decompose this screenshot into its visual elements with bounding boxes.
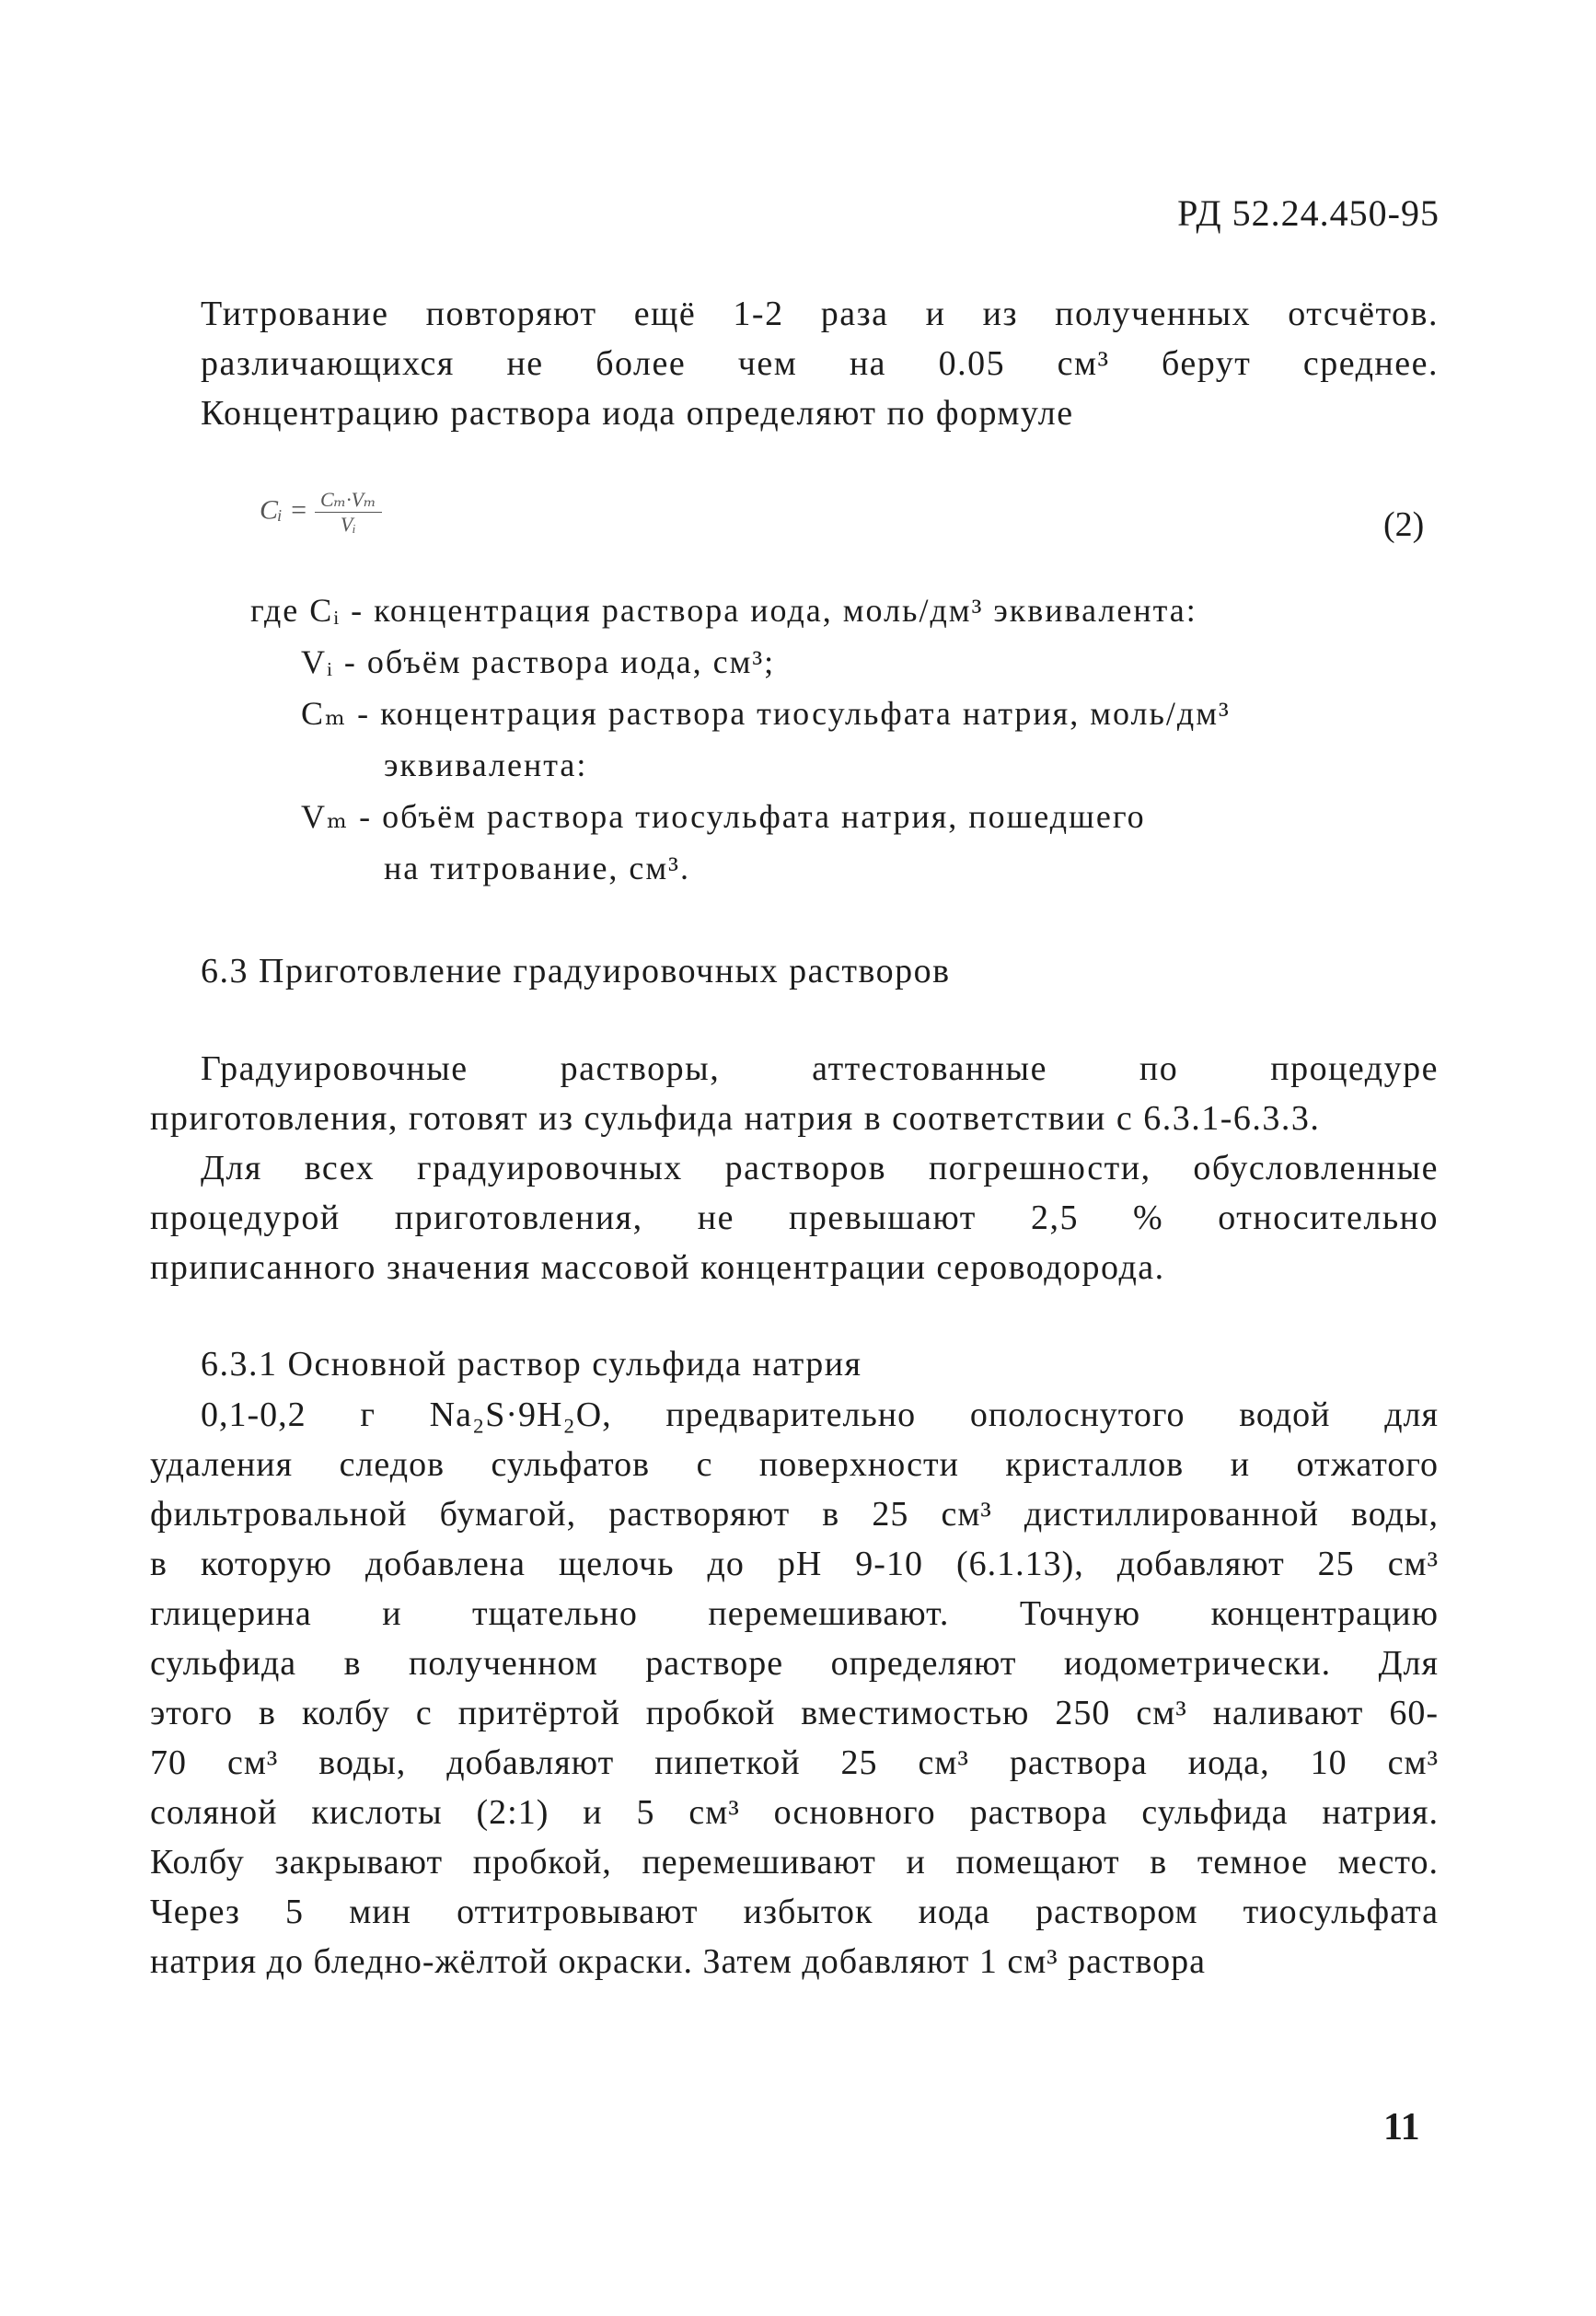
text-line: глицерина и тщательно перемешивают. Точную концентрацию [150,1594,1439,1633]
text-line: удаления следов сульфатов с поверхности кристаллов и отжатого [150,1445,1439,1484]
formula-lhs: Cᵢ = [260,494,308,526]
definition-line: где Cᵢ - концентрация раствора иода, моль/дм³ эквивалента: [250,592,1197,629]
paragraph-6-3-1 [150,1390,1439,1986]
definition-line: эквивалента: [384,747,588,783]
formula-denominator: Vᵢ [340,513,356,536]
text-line: процедурой приготовления, не превышают 2,5 % относительно [150,1199,1439,1237]
paragraph-6-3-b-cont [150,1193,1439,1292]
paragraph-6-3-a [201,1044,1439,1094]
section-heading-6-3-1: 6.3.1 Основной раствор сульфида натрия [201,1345,862,1384]
text-line: фильтровальной бумагой, растворяют в 25 см³ дистиллированной воды, [150,1495,1439,1534]
document-code: РД 52.24.450-95 [1177,192,1440,234]
variable-definitions [250,589,1231,889]
text-line: различающихся не более чем на 0.05 см³ берут среднее. [201,344,1439,383]
text-line: приписанного значения массовой концентрации сероводорода. [150,1248,1165,1287]
intro-paragraph [201,289,1439,438]
text-line: этого в колбу с притёртой пробкой вместимостью 250 см³ наливают 60- [150,1694,1439,1732]
text-line: 0,1-0,2 г Na₂S·9H₂O, предварительно ополоснутого водой для [201,1395,1439,1434]
text-line: сульфида в полученном растворе определяют иодометрически. Для [150,1644,1439,1683]
text-line: Колбу закрывают пробкой, перемешивают и помещают в темное место. [150,1843,1439,1882]
definition-line: на титрование, см³. [384,850,690,886]
text-line: натрия до бледно-жёлтой окраски. Затем добавляют 1 см³ раствора [150,1942,1207,1981]
text-line: приготовления, готовят из сульфида натрия в соответствии с 6.3.1-6.3.3. [150,1099,1321,1138]
formula-fraction [315,488,382,537]
text-line: в которую добавлена щелочь до pH 9-10 (6.1.13), добавляют 25 см³ [150,1545,1439,1583]
paragraph-6-3-a-cont [150,1094,1439,1143]
text-line: Титрование повторяют ещё 1-2 раза и из полученных отсчётов. [201,295,1439,333]
text-line: соляной кислоты (2:1) и 5 см³ основного раствора сульфида натрия. [150,1793,1439,1832]
text-line: Концентрацию раствора иода определяют по формуле [201,394,1074,433]
definition-line: Vᵢ - объём раствора иода, см³; [301,643,776,680]
text-line: Градуировочные растворы, аттестованные по процедуре [201,1049,1439,1088]
definition-line: Vₘ - объём раствора тиосульфата натрия, пошедшего [301,798,1146,835]
formula-numerator: Cₘ·Vₘ [315,488,382,513]
equation-number: (2) [1383,505,1425,544]
definition-line: Cₘ - концентрация раствора тиосульфата натрия, моль/дм³ [301,695,1231,732]
text-line: Через 5 мин оттитровывают избыток иода раствором тиосульфата [150,1893,1439,1931]
text-line: 70 см³ воды, добавляют пипеткой 25 см³ раствора иода, 10 см³ [150,1743,1439,1782]
formula [260,488,382,537]
page-number: 11 [1383,2106,1420,2148]
text-line: Для всех градуировочных растворов погрешности, обусловленные [201,1149,1439,1187]
section-heading-6-3: 6.3 Приготовление градуировочных растворов [201,952,951,990]
paragraph-6-3-b [201,1143,1439,1193]
